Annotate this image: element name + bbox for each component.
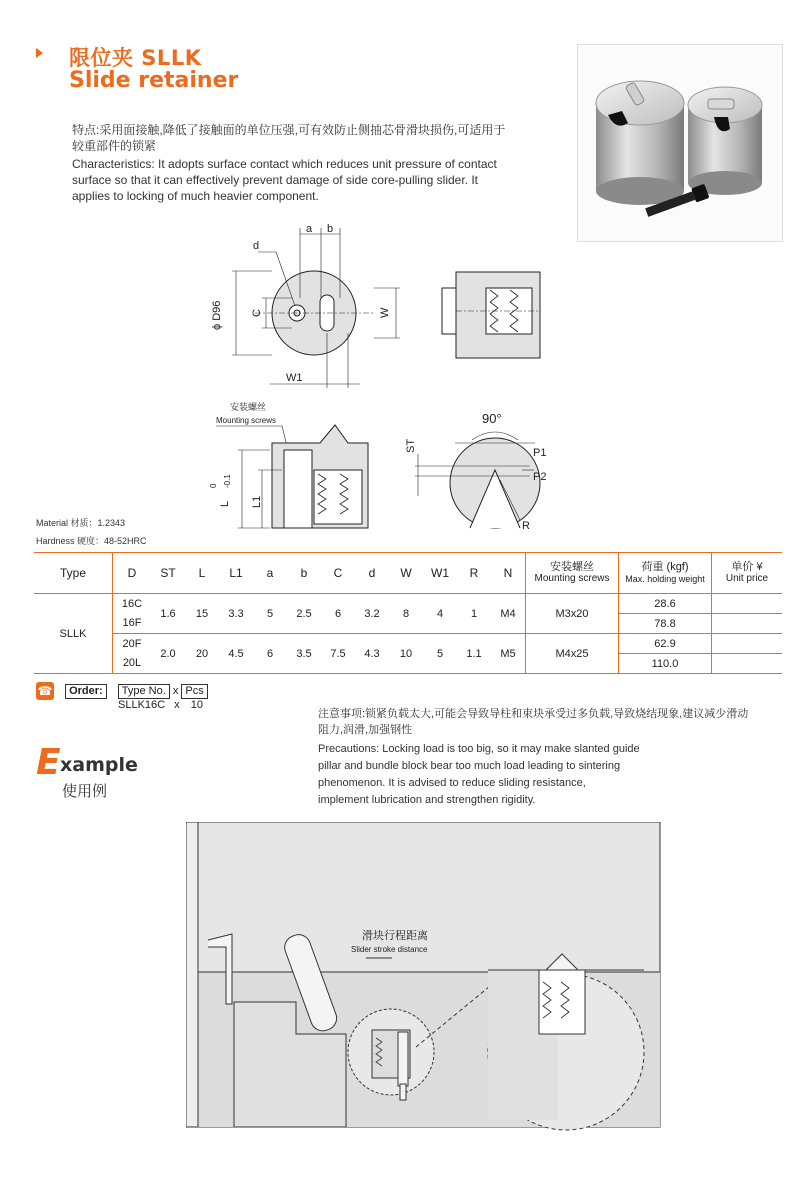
cell-mount: M3x20 (526, 594, 619, 634)
dim-p1: P1 (533, 447, 547, 459)
cell-type: SLLK (34, 594, 113, 674)
cell-price (712, 614, 783, 634)
cell-load: 110.0 (619, 654, 712, 674)
th-b: b (287, 553, 321, 594)
phone-icon: ☎ (37, 684, 53, 698)
features-en-3: applies to locking of much heavier component. (72, 189, 319, 203)
cell-load: 62.9 (619, 634, 712, 654)
example-initial: E (36, 742, 61, 783)
precaution-en-3: phenomenon. It is advised to reduce sliding resistance, (318, 777, 586, 789)
cell-c: 6 (334, 607, 342, 620)
mount-label-en: Mounting screws (216, 416, 277, 425)
cell-d: 16C (113, 594, 152, 614)
dim-w: W (379, 307, 391, 318)
cell-st: 2.0 (151, 634, 185, 674)
cell-b: 3.5 (287, 634, 321, 674)
spec-table (34, 552, 782, 674)
cell-d-small: 3.2 (364, 607, 380, 620)
precaution-cn-2: 阻力,润滑,加强钢性 (318, 724, 413, 736)
th-st: ST (151, 553, 185, 594)
material: Material 材质：1.2343 (36, 518, 126, 528)
product-photo (577, 44, 783, 242)
th-w: W (389, 553, 423, 594)
cell-c: 7.5 (321, 634, 355, 674)
dim-l-tol-bot: -0.1 (223, 474, 232, 488)
dim-d: d (253, 240, 260, 252)
order-example-x: x (174, 699, 180, 711)
features-cn-2: 较重部件的锁紧 (72, 139, 157, 153)
cell-w1: 5 (423, 634, 457, 674)
th-d-small: d (355, 553, 389, 594)
cell-w1: 4 (436, 607, 444, 620)
cell-load: 78.8 (619, 614, 712, 634)
order-pcs: Pcs (181, 684, 207, 699)
angle-90: 90° (482, 411, 502, 426)
cell-price (712, 654, 783, 674)
features-cn-1: 特点:采用面接触,降低了接触面的单位压强,可有效防止侧抽芯骨滑块损伤,可适用于 (72, 123, 506, 137)
cell-price (712, 594, 783, 614)
th-c: C (321, 553, 355, 594)
dim-w1: W1 (286, 372, 303, 384)
mount-label-cn: 安装螺丝 (230, 402, 267, 412)
order-example (118, 699, 203, 711)
dim-b: b (327, 223, 334, 235)
technical-drawing (200, 218, 560, 538)
order-example-qty: 10 (190, 699, 203, 711)
cell-price (712, 634, 783, 654)
th-l1: L1 (219, 553, 253, 594)
dim-a: a (306, 223, 313, 235)
features-en-2: surface so that it can effectively prevent damage of side core-pulling slider. It (72, 173, 478, 187)
th-load: 荷重 (kgf) Max. holding weight (619, 553, 712, 594)
features-en-1: Characteristics: It adopts surface contact which reduces unit pressure of contact (72, 157, 497, 171)
th-r: R (457, 553, 491, 594)
precaution-cn-1: 注意事项:锁紧负载太大,可能会导致导柱和束块承受过多负载,导致烧结现象,建议减少滑动 (318, 708, 749, 720)
dim-st: ST (405, 438, 417, 453)
title-cn: 限位夹 SLLK (69, 46, 202, 70)
cell-r: 1.1 (457, 634, 491, 674)
th-mount: 安装螺丝 Mounting screws (526, 553, 619, 594)
cell-a: 6 (253, 634, 287, 674)
cell-w: 10 (389, 634, 423, 674)
precaution-en-1: Precautions: Locking load is too big, so it may make slanted guide (318, 743, 640, 755)
cell-w: 8 (402, 607, 410, 620)
dim-c: C (251, 309, 263, 317)
th-l: L (185, 553, 219, 594)
cell-st: 1.6 (160, 607, 176, 620)
th-w1: W1 (423, 553, 457, 594)
cell-n: M5 (491, 634, 526, 674)
cell-l: 20 (185, 634, 219, 674)
cell-d: 20F (113, 634, 152, 654)
order-section (36, 682, 208, 700)
cell-r: 1 (470, 607, 478, 620)
dim-d96: ϕ D96 (211, 300, 223, 330)
stroke-label-cn: 滑块行程距离 (362, 930, 428, 942)
cell-b: 2.5 (296, 607, 312, 620)
cell-l1: 4.5 (219, 634, 253, 674)
th-type: Type (34, 553, 113, 594)
precaution-en-2: pillar and bundle block bear too much load leading to sintering (318, 760, 621, 772)
example-drawing (186, 822, 686, 1132)
cell-a: 5 (266, 607, 274, 620)
th-d: D (113, 553, 152, 594)
example-title-cn: 使用例 (62, 782, 108, 800)
cell-d: 16F (113, 614, 152, 634)
cell-load: 28.6 (619, 594, 712, 614)
hardness: Hardness 硬度：48-52HRC (36, 536, 147, 546)
dim-l-tol-top: 0 (209, 483, 218, 488)
cell-l1: 3.3 (228, 607, 244, 620)
order-type-no: Type No. (118, 684, 170, 699)
order-label: Order: (65, 684, 107, 699)
dim-r: R (522, 520, 530, 532)
cell-d-small: 4.3 (355, 634, 389, 674)
order-example-code: SLLK16C (118, 699, 166, 711)
dim-p2: P2 (533, 471, 547, 483)
cell-n: M4 (500, 607, 516, 620)
dim-l1: L1 (251, 495, 263, 508)
precaution-en-4: implement lubrication and strengthen rigidity. (318, 794, 536, 806)
example-title: xample (60, 754, 138, 776)
section-arrow-icon (36, 48, 43, 58)
th-a: a (253, 553, 287, 594)
cell-d: 20L (113, 654, 152, 674)
cell-l: 15 (195, 607, 209, 620)
dim-l: L (219, 500, 231, 507)
order-x: x (172, 684, 179, 697)
th-n: N (491, 553, 526, 594)
title-en: Slide retainer (69, 68, 239, 93)
cell-mount: M4x25 (526, 634, 619, 674)
stroke-label-en: Slider stroke distance (351, 945, 428, 954)
th-price: 单价 ¥ Unit price (712, 553, 783, 594)
